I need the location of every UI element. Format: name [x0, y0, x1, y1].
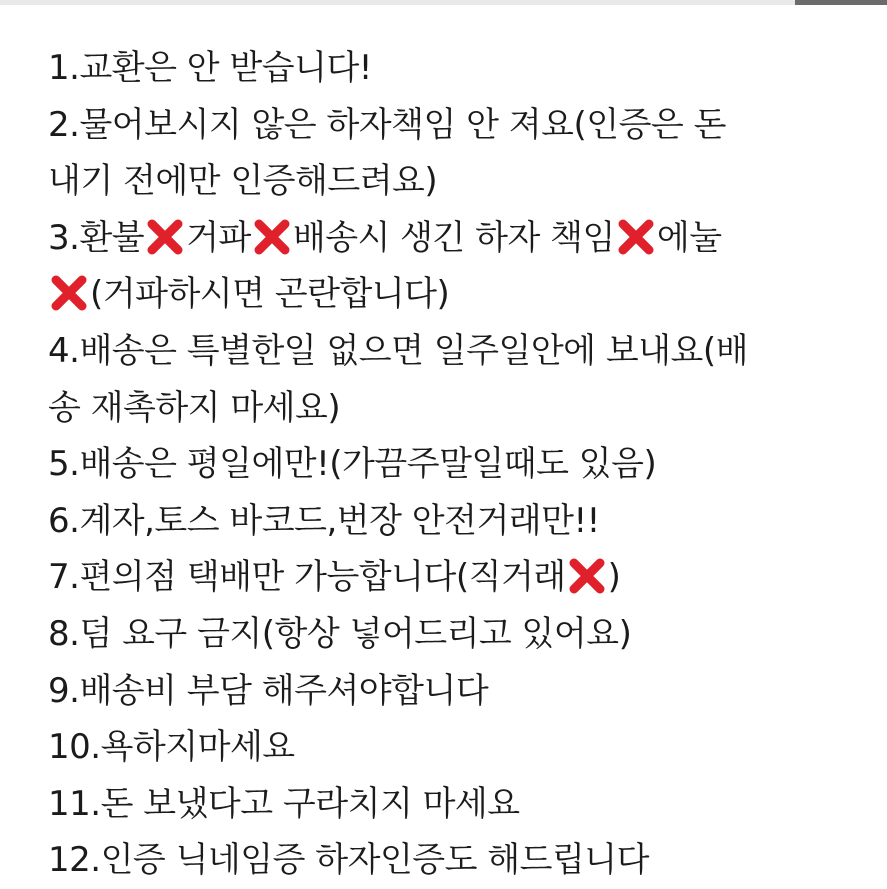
notice-line [48, 832, 868, 889]
notice-line-text: 배송시 생긴 하자 책임 [292, 217, 615, 258]
notice-line [48, 210, 868, 267]
top-bar [0, 0, 887, 5]
notice-line [48, 40, 868, 97]
notice-line [48, 663, 868, 720]
notice-line-text: 내기 전에만 인증해드려요) [48, 161, 438, 202]
notice-line [48, 323, 868, 380]
notice-line [48, 266, 868, 323]
cross-mark-icon [567, 556, 607, 596]
notice-line-text: 4.배송은 특별한일 없으면 일주일안에 보내요(배 [48, 330, 748, 371]
notice-line-text: 12.인증 닉네임증 하자인증도 해드립니다 [48, 840, 649, 881]
notice-line-text: 1.교환은 안 받습니다! [48, 48, 372, 88]
notice-line-text: 에눌 [656, 217, 722, 258]
notice-line [48, 153, 868, 210]
cross-mark-icon [616, 217, 656, 257]
notice-line-text: 10.욕하지마세요 [48, 727, 295, 768]
top-bar-dark-segment [795, 0, 887, 5]
notice-line [48, 776, 868, 833]
notice-line-text: 3.환불 [48, 217, 145, 258]
notice-line-text: 거파 [186, 217, 251, 258]
notice-line-text: ) [607, 557, 621, 598]
notice-line [48, 719, 868, 776]
notice-line-text: 7.편의점 택배만 가능합니다(직거래 [48, 557, 566, 598]
notice-line-text: 송 재촉하지 마세요) [48, 387, 341, 428]
notice-line [48, 606, 868, 663]
notice-line-text: 6.계자,토스 바코드,번장 안전거래만!! [48, 500, 600, 541]
cross-mark-icon [49, 273, 89, 313]
notice-line [48, 97, 868, 154]
top-bar-light-segment [0, 0, 795, 5]
notice-text-block [48, 40, 868, 889]
notice-line-text: 11.돈 보냈다고 구라치지 마세요 [48, 783, 520, 824]
cross-mark-icon [145, 217, 185, 257]
cross-mark-icon [252, 217, 292, 257]
notice-line-text: 9.배송비 부담 해주셔야합니다 [48, 670, 489, 711]
notice-line-text: 2.물어보시지 않은 하자책임 안 져요(인증은 돈 [48, 104, 726, 145]
notice-line-text: 8.덤 요구 금지(항상 넣어드리고 있어요) [48, 613, 632, 654]
notice-line-text: 5.배송은 평일에만!(가끔주말일때도 있음) [48, 444, 657, 485]
notice-line [48, 493, 868, 550]
notice-line [48, 549, 868, 606]
notice-line-text: (거파하시면 곤란합니다) [90, 274, 450, 315]
notice-line [48, 436, 868, 493]
notice-line [48, 380, 868, 437]
